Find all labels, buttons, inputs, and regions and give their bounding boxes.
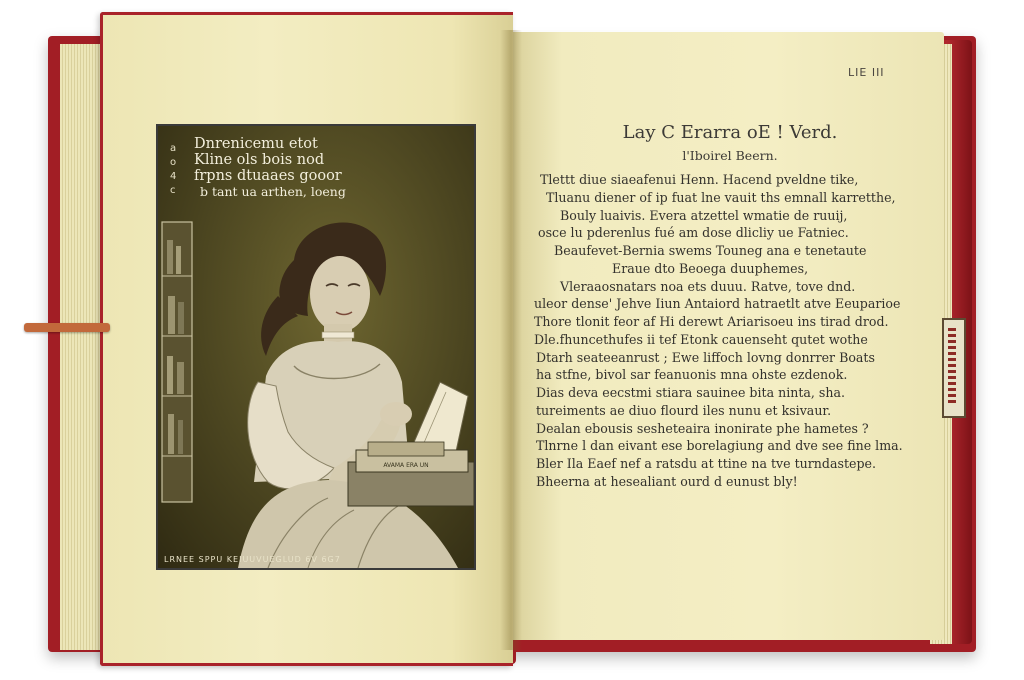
woman-reading-engraving: [158, 186, 474, 568]
side-mark: a: [170, 143, 177, 154]
side-mark: c: [170, 185, 176, 196]
poem-line: osce lu pderenlus fué am dose dlicliy ue Fatniec.: [538, 225, 849, 241]
poem-text: [530, 171, 903, 491]
poem-line: Beaufevet-Bernia swems Touneg ana e tenetaute: [554, 243, 867, 258]
poem-line: Tluanu diener of ip fuat lne vauit ths emnall karretthe,: [546, 189, 896, 205]
poem-line: Tlettt diue siaeafenui Henn. Hacend pveldne tike,: [540, 172, 859, 187]
side-mark: 4: [170, 171, 177, 182]
plate-footer: LRNEE SPPU KEIUUVUEGLUD 6V 6G7: [164, 555, 341, 564]
poem-line: Dealan ebousis sesheteaira inonirate phe hametes ?: [536, 420, 869, 436]
side-mark: o: [170, 157, 177, 168]
caption-line: Dnrenicemu etot: [194, 136, 318, 152]
caption-line: frpns dtuaaes gooor: [194, 168, 342, 184]
poem-line: Dle.fhuncethufes ii tef Etonk cauenseht qutet wothe: [534, 331, 868, 347]
poem-line: tureiments ae diuo flourd iles nunu et ksivaur.: [536, 402, 832, 418]
poem-line: ha stfne, bivol sar feanuonis mna ohste ezdenok.: [536, 367, 848, 383]
desk-book-label: AVAMA ERA UN: [383, 462, 429, 469]
poem-line: Dtarh seateeanrust ; Ewe liffoch lovng donrrer Boats: [536, 349, 875, 365]
poem-subtitle: l'Iboirel Beern.: [682, 148, 778, 163]
poem-line: Tlnrne l dan eivant ese borelagiung and dve see fine lma.: [536, 438, 903, 454]
poem-line: uleor dense' Jehve Iiun Antaiord hatraetlt atve Eeuparioe: [534, 296, 901, 312]
bookshelf-illustration: [162, 222, 192, 502]
page-number: LIE III: [848, 66, 885, 79]
poem-line: Eraue dto Beoega duuphemes,: [612, 260, 809, 276]
poem-line: Bler Ila Eaef nef a ratsdu at ttine na tve turndastepe.: [536, 456, 876, 471]
poem-line: Dias deva eecstmi stiara sauinee bita ninta, sha.: [536, 385, 845, 400]
page-tab-bookmark[interactable]: [942, 318, 966, 418]
poem-line: Bouly luaivis. Evera atzettel wmatie de ruuij,: [560, 207, 848, 223]
caption-line: b tant ua arthen, loeng: [200, 184, 346, 199]
poem-line: Bheerna at hesealiant ourd d eunust bly!: [536, 473, 798, 489]
poem-line: Vleraaosnatars noa ets duuu. Ratve, tove dnd.: [560, 278, 856, 294]
poem-line: Thore tlonit feor af Hi derewt Ariarisoeu ins tirad drod.: [534, 314, 889, 329]
book-gutter: [500, 30, 522, 650]
poem-title: Lay C Erarra oE ! Verd.: [622, 122, 838, 143]
caption-line: Kline ols bois nod: [194, 152, 325, 168]
ribbon-bookmark[interactable]: [24, 323, 110, 332]
illustration-plate: [156, 124, 476, 570]
